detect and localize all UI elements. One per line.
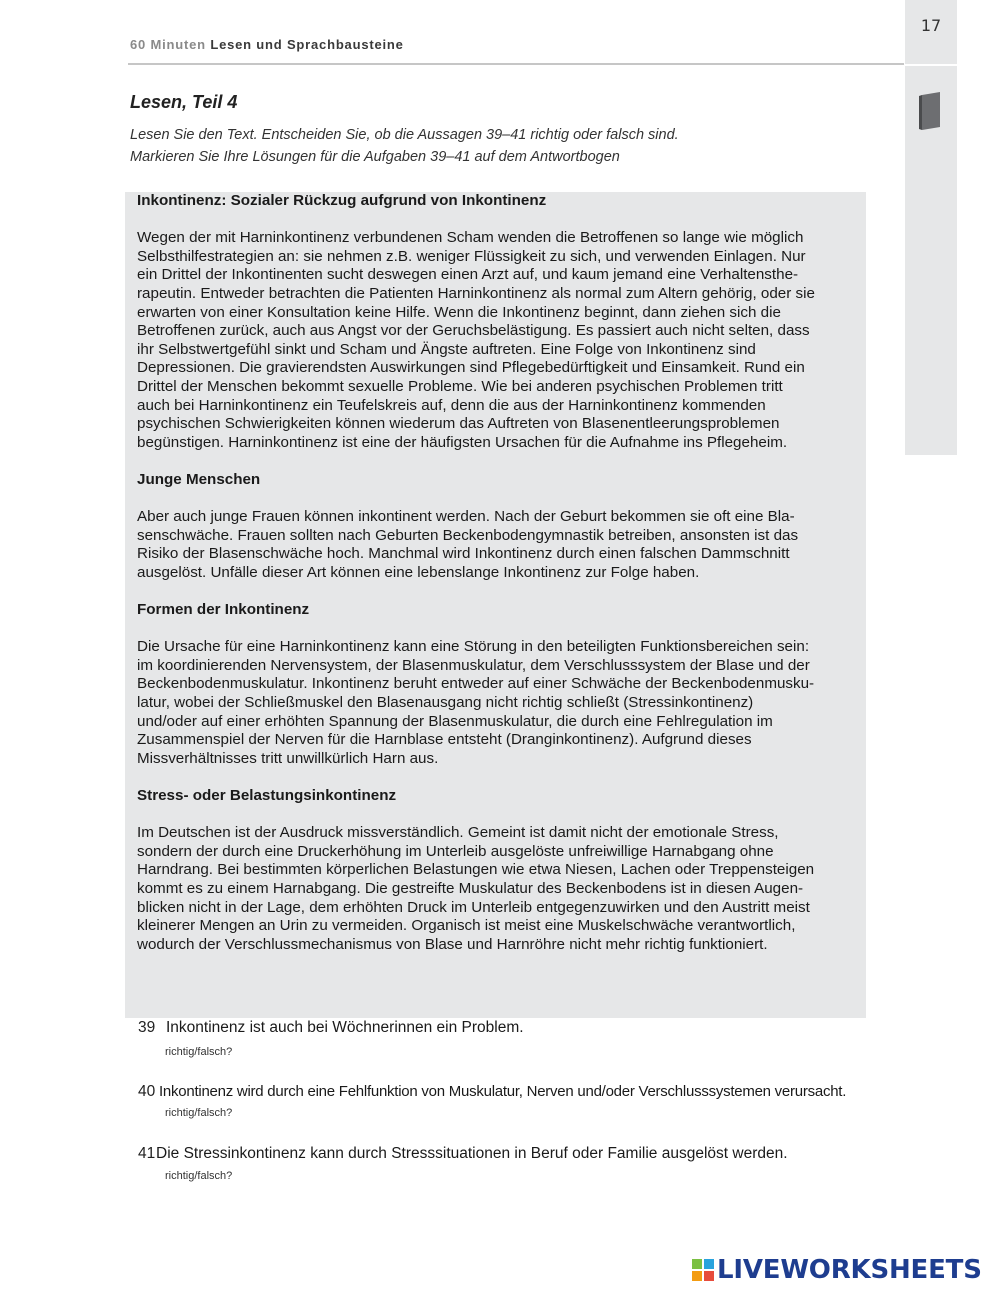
text-line: erwarten von einer Konsultation keine Hilfe. Wenn die Inkontinenz beginnt, dann ziehen sich die <box>137 303 781 321</box>
question-text: Die Stressinkontinenz kann durch Stresssituationen in Beruf oder Familie ausgelöst werden. <box>156 1145 788 1162</box>
text-line: Selbsthilfestrategien an: sie nehmen z.B. weniger Flüssigkeit zu sich, und verwenden Einlagen. Nur <box>137 247 806 265</box>
text-line: begünstigen. Harninkontinenz ist eine der häufigsten Ursachen für die Aufnahme ins Pflegeheim. <box>137 433 788 451</box>
header-time-label: 60 Minuten <box>130 37 206 52</box>
text-line: auch bei Harninkontinenz ein Teufelskreis auf, denn die aus der Harninkontinenz kommenden <box>137 396 766 414</box>
question-number: 39 <box>138 1019 156 1036</box>
section-body-formen <box>137 638 862 768</box>
text-line: Betroffenen zurück, auch aus Angst vor der Geruchsbelästigung. Es passiert auch nicht selten, dass <box>137 322 810 340</box>
text-line: ein Drittel der Inkontinenten sucht deswegen einen Arzt auf, und kaum jemand eine Verhaltensthe- <box>137 266 799 284</box>
question-number: 41 <box>138 1145 156 1162</box>
question-hint[interactable]: richtig/falsch? <box>165 1170 233 1182</box>
header-divider <box>128 63 904 65</box>
text-line: Im Deutschen ist der Ausdruck missverständlich. Gemeint ist damit nicht der emotionale Stress, <box>137 824 779 842</box>
section-body-stress <box>137 824 862 954</box>
question-text: Inkontinenz wird durch eine Fehlfunktion von Muskulatur, Nerven und/oder Verschlusssystemen verursacht. <box>159 1083 847 1100</box>
text-line: kleinerer Mengen an Urin zu vermeiden. Organisch ist meist eine Muskelschwäche verantwortlich, <box>137 917 796 935</box>
text-line: Depressionen. Die gravierendsten Auswirkungen sind Pflegebedürftigkeit und Einsamkeit. Rund ein <box>137 359 805 377</box>
section-heading-formen: Formen der Inkontinenz <box>137 601 310 619</box>
logo-text: LIVEWORKSHEETS <box>717 1255 982 1285</box>
reading-text-box <box>125 192 866 1018</box>
logo-mark-icon <box>692 1259 714 1281</box>
article-intro <box>137 229 862 452</box>
question-hint[interactable]: richtig/falsch? <box>165 1046 233 1058</box>
text-line: ihr Selbstwertgefühl sinkt und Scham und Ängste auftreten. Eine Folge von Inkontinenz sind <box>137 340 756 358</box>
text-line: im koordinierenden Nervensystem, der Blasenmuskulatur, dem Verschlusssystem der Blase und der <box>137 656 810 674</box>
text-line: Die Ursache für eine Harninkontinenz kann eine Störung in den beteiligten Funktionsbereichen sein: <box>137 638 810 656</box>
text-line: Zusammenspiel der Nerven für die Harnblase entsteht (Dranginkontinenz). Aufgrund dieses <box>137 731 752 749</box>
logo-square <box>692 1271 702 1281</box>
section-heading-stress: Stress- oder Belastungsinkontinenz <box>137 787 397 804</box>
section-title: Lesen, Teil 4 <box>130 92 238 112</box>
text-line: psychischen Schwierigkeiten können wiederum das Auftreten von Blasenentleerungsproblemen <box>137 415 780 433</box>
liveworksheets-logo <box>692 1254 982 1286</box>
side-tab-bar <box>905 0 957 455</box>
page-number-cell <box>905 0 957 66</box>
logo-square <box>692 1259 702 1269</box>
text-line: kommt es zu einem Harnabgang. Die gestreifte Muskulatur des Beckenbodens ist in diesen Augen- <box>137 879 804 897</box>
text-line: latur, wobei der Schließmuskel den Blasenausgang nicht richtig schließt (Stressinkontinenz) <box>137 694 754 712</box>
text-line: und/oder auf einer erhöhten Spannung der Blasenmuskulatur, die durch eine Fehlregulation im <box>137 712 773 730</box>
text-line: wodurch der Verschlussmechanismus von Blase und Harnröhre nicht mehr richtig funktioniert. <box>137 935 768 953</box>
book-icon <box>919 92 943 130</box>
text-line: Harndrang. Bei bestimmten körperlichen Belastungen wie etwa Niesen, Lachen oder Treppensteigen <box>137 861 815 879</box>
text-line: Missverhältnisses tritt unwillkürlich Harn aus. <box>137 749 439 767</box>
reading-text <box>137 192 862 973</box>
text-line: Aber auch junge Frauen können inkontinent werden. Nach der Geburt bekommen sie oft eine Bla- <box>137 508 795 526</box>
instruction-line-1: Lesen Sie den Text. Entscheiden Sie, ob die Aussagen 39–41 richtig oder falsch sind. <box>130 127 679 143</box>
logo-square <box>704 1259 714 1269</box>
page-number: 17 <box>920 16 942 35</box>
text-line: Risiko der Blasenschwäche hoch. Manchmal wird Inkontinenz durch einen falschen Dammschnitt <box>137 545 790 563</box>
question-text: Inkontinenz ist auch bei Wöchnerinnen ein Problem. <box>166 1019 524 1036</box>
section-heading-junge-menschen: Junge Menschen <box>137 470 261 488</box>
logo-square <box>704 1271 714 1281</box>
text-line: sondern der durch eine Druckerhöhung im Unterleib ausgelöste unfreiwillige Harnabgang ohne <box>137 842 774 860</box>
text-line: senschwäche. Frauen sollten nach Geburten Beckenbodengymnastik betreiben, ansonsten ist das <box>137 526 799 544</box>
running-header <box>130 37 404 52</box>
question-number: 40 <box>138 1083 156 1100</box>
text-line: Beckenbodenmuskulatur. Inkontinenz beruht entweder auf einer Schwäche der Beckenbodenmusku- <box>137 675 815 693</box>
header-section-label: Lesen und Sprachbausteine <box>210 37 404 52</box>
section-body-junge-menschen <box>137 508 862 582</box>
text-line: Wegen der mit Harninkontinenz verbundenen Scham wenden die Betroffenen so lange wie möglich <box>137 229 804 247</box>
question-hint[interactable]: richtig/falsch? <box>165 1107 233 1119</box>
text-line: Drittel der Menschen bekommt sexuelle Probleme. Wie bei anderen psychischen Problemen tritt <box>137 377 783 395</box>
text-line: ausgelöst. Unfälle dieser Art können eine lebenslange Inkontinenz zur Folge haben. <box>137 563 700 581</box>
text-line: rapeutin. Entweder betrachten die Patienten Harninkontinenz als normal zum Altern gehörig, oder sie <box>137 284 815 302</box>
text-line: blicken nicht in der Lage, dem erhöhten Druck im Unterleib entgegenzuwirken und den Austritt meist <box>137 898 810 916</box>
instruction-line-2: Markieren Sie Ihre Lösungen für die Aufgaben 39–41 auf dem Antwortbogen <box>130 149 620 165</box>
article-title: Inkontinenz: Sozialer Rückzug aufgrund von Inkontinenz <box>137 192 547 209</box>
